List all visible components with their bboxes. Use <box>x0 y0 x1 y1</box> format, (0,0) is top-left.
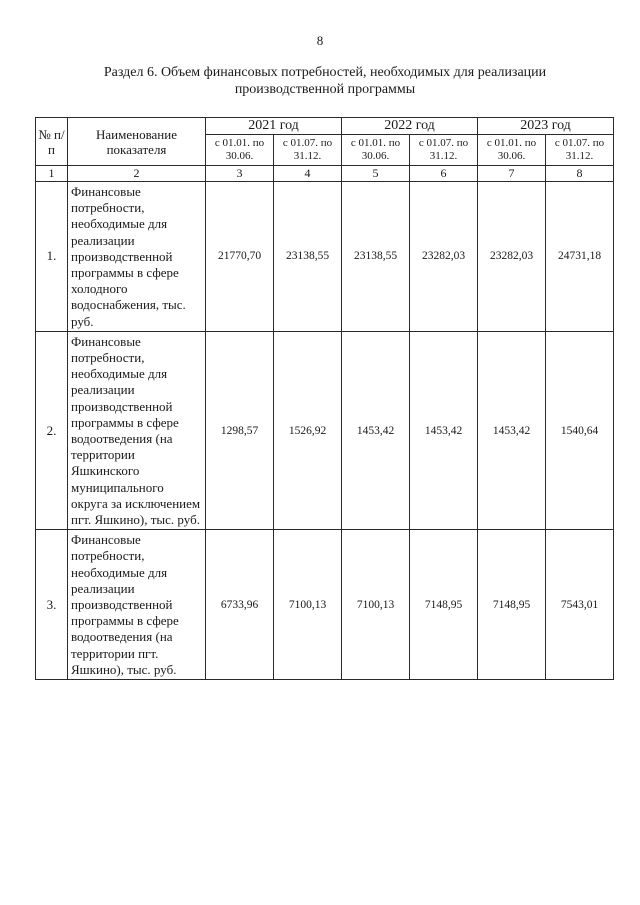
row-value: 1453,42 <box>410 331 478 529</box>
section-title-line-2: производственной программы <box>234 82 416 97</box>
table-row <box>36 182 614 332</box>
column-index: 1 <box>36 166 68 182</box>
row-value: 6733,96 <box>206 530 274 680</box>
table-row <box>36 331 614 529</box>
row-number: 1. <box>36 182 68 332</box>
row-value: 1453,42 <box>478 331 546 529</box>
row-value: 1540,64 <box>546 331 614 529</box>
row-value: 1298,57 <box>206 331 274 529</box>
header-period: с 01.07. по 31.12. <box>546 135 614 166</box>
column-index: 2 <box>68 166 206 182</box>
header-year-2023: 2023 год <box>478 118 614 135</box>
header-period: с 01.07. по 31.12. <box>410 135 478 166</box>
header-period: с 01.07. по 31.12. <box>274 135 342 166</box>
row-value: 23282,03 <box>478 182 546 332</box>
row-value: 23282,03 <box>410 182 478 332</box>
header-row-years <box>36 118 614 135</box>
row-number: 3. <box>36 530 68 680</box>
column-index: 8 <box>546 166 614 182</box>
header-num: № п/п <box>36 118 68 166</box>
row-value: 7100,13 <box>342 530 410 680</box>
column-index-row <box>36 166 614 182</box>
financial-needs-table <box>35 117 614 680</box>
column-index: 6 <box>410 166 478 182</box>
header-period: с 01.01. по 30.06. <box>206 135 274 166</box>
column-index: 7 <box>478 166 546 182</box>
section-title <box>60 64 590 98</box>
row-value: 1453,42 <box>342 331 410 529</box>
row-value: 23138,55 <box>274 182 342 332</box>
page-number: 8 <box>316 33 324 48</box>
row-value: 7100,13 <box>274 530 342 680</box>
row-number: 2. <box>36 331 68 529</box>
column-index: 3 <box>206 166 274 182</box>
column-index: 4 <box>274 166 342 182</box>
row-value: 1526,92 <box>274 331 342 529</box>
row-indicator-name: Финансовые потребности, необходимые для реализации производственной программы в сфере водоотведения (на территории Яшкинского муниципального округа за исключением пгт. Яшкино), тыс. руб. <box>68 331 206 529</box>
row-indicator-name: Финансовые потребности, необходимые для реализации производственной программы в сфере водоотведения (на территории пгт. Яшкино), тыс. руб. <box>68 530 206 680</box>
column-index: 5 <box>342 166 410 182</box>
row-value: 24731,18 <box>546 182 614 332</box>
section-title-line-1: Раздел 6. Объем финансовых потребностей, необходимых для реализации <box>103 65 547 80</box>
row-value: 23138,55 <box>342 182 410 332</box>
row-value: 21770,70 <box>206 182 274 332</box>
header-year-2022: 2022 год <box>342 118 478 135</box>
row-value: 7543,01 <box>546 530 614 680</box>
table-row <box>36 530 614 680</box>
header-year-2021: 2021 год <box>206 118 342 135</box>
row-value: 7148,95 <box>410 530 478 680</box>
row-indicator-name: Финансовые потребности, необходимые для реализации производственной программы в сфере холодного водоснабжения, тыс. руб. <box>68 182 206 332</box>
header-period: с 01.01. по 30.06. <box>478 135 546 166</box>
header-period: с 01.01. по 30.06. <box>342 135 410 166</box>
row-value: 7148,95 <box>478 530 546 680</box>
header-name: Наименование показателя <box>68 118 206 166</box>
